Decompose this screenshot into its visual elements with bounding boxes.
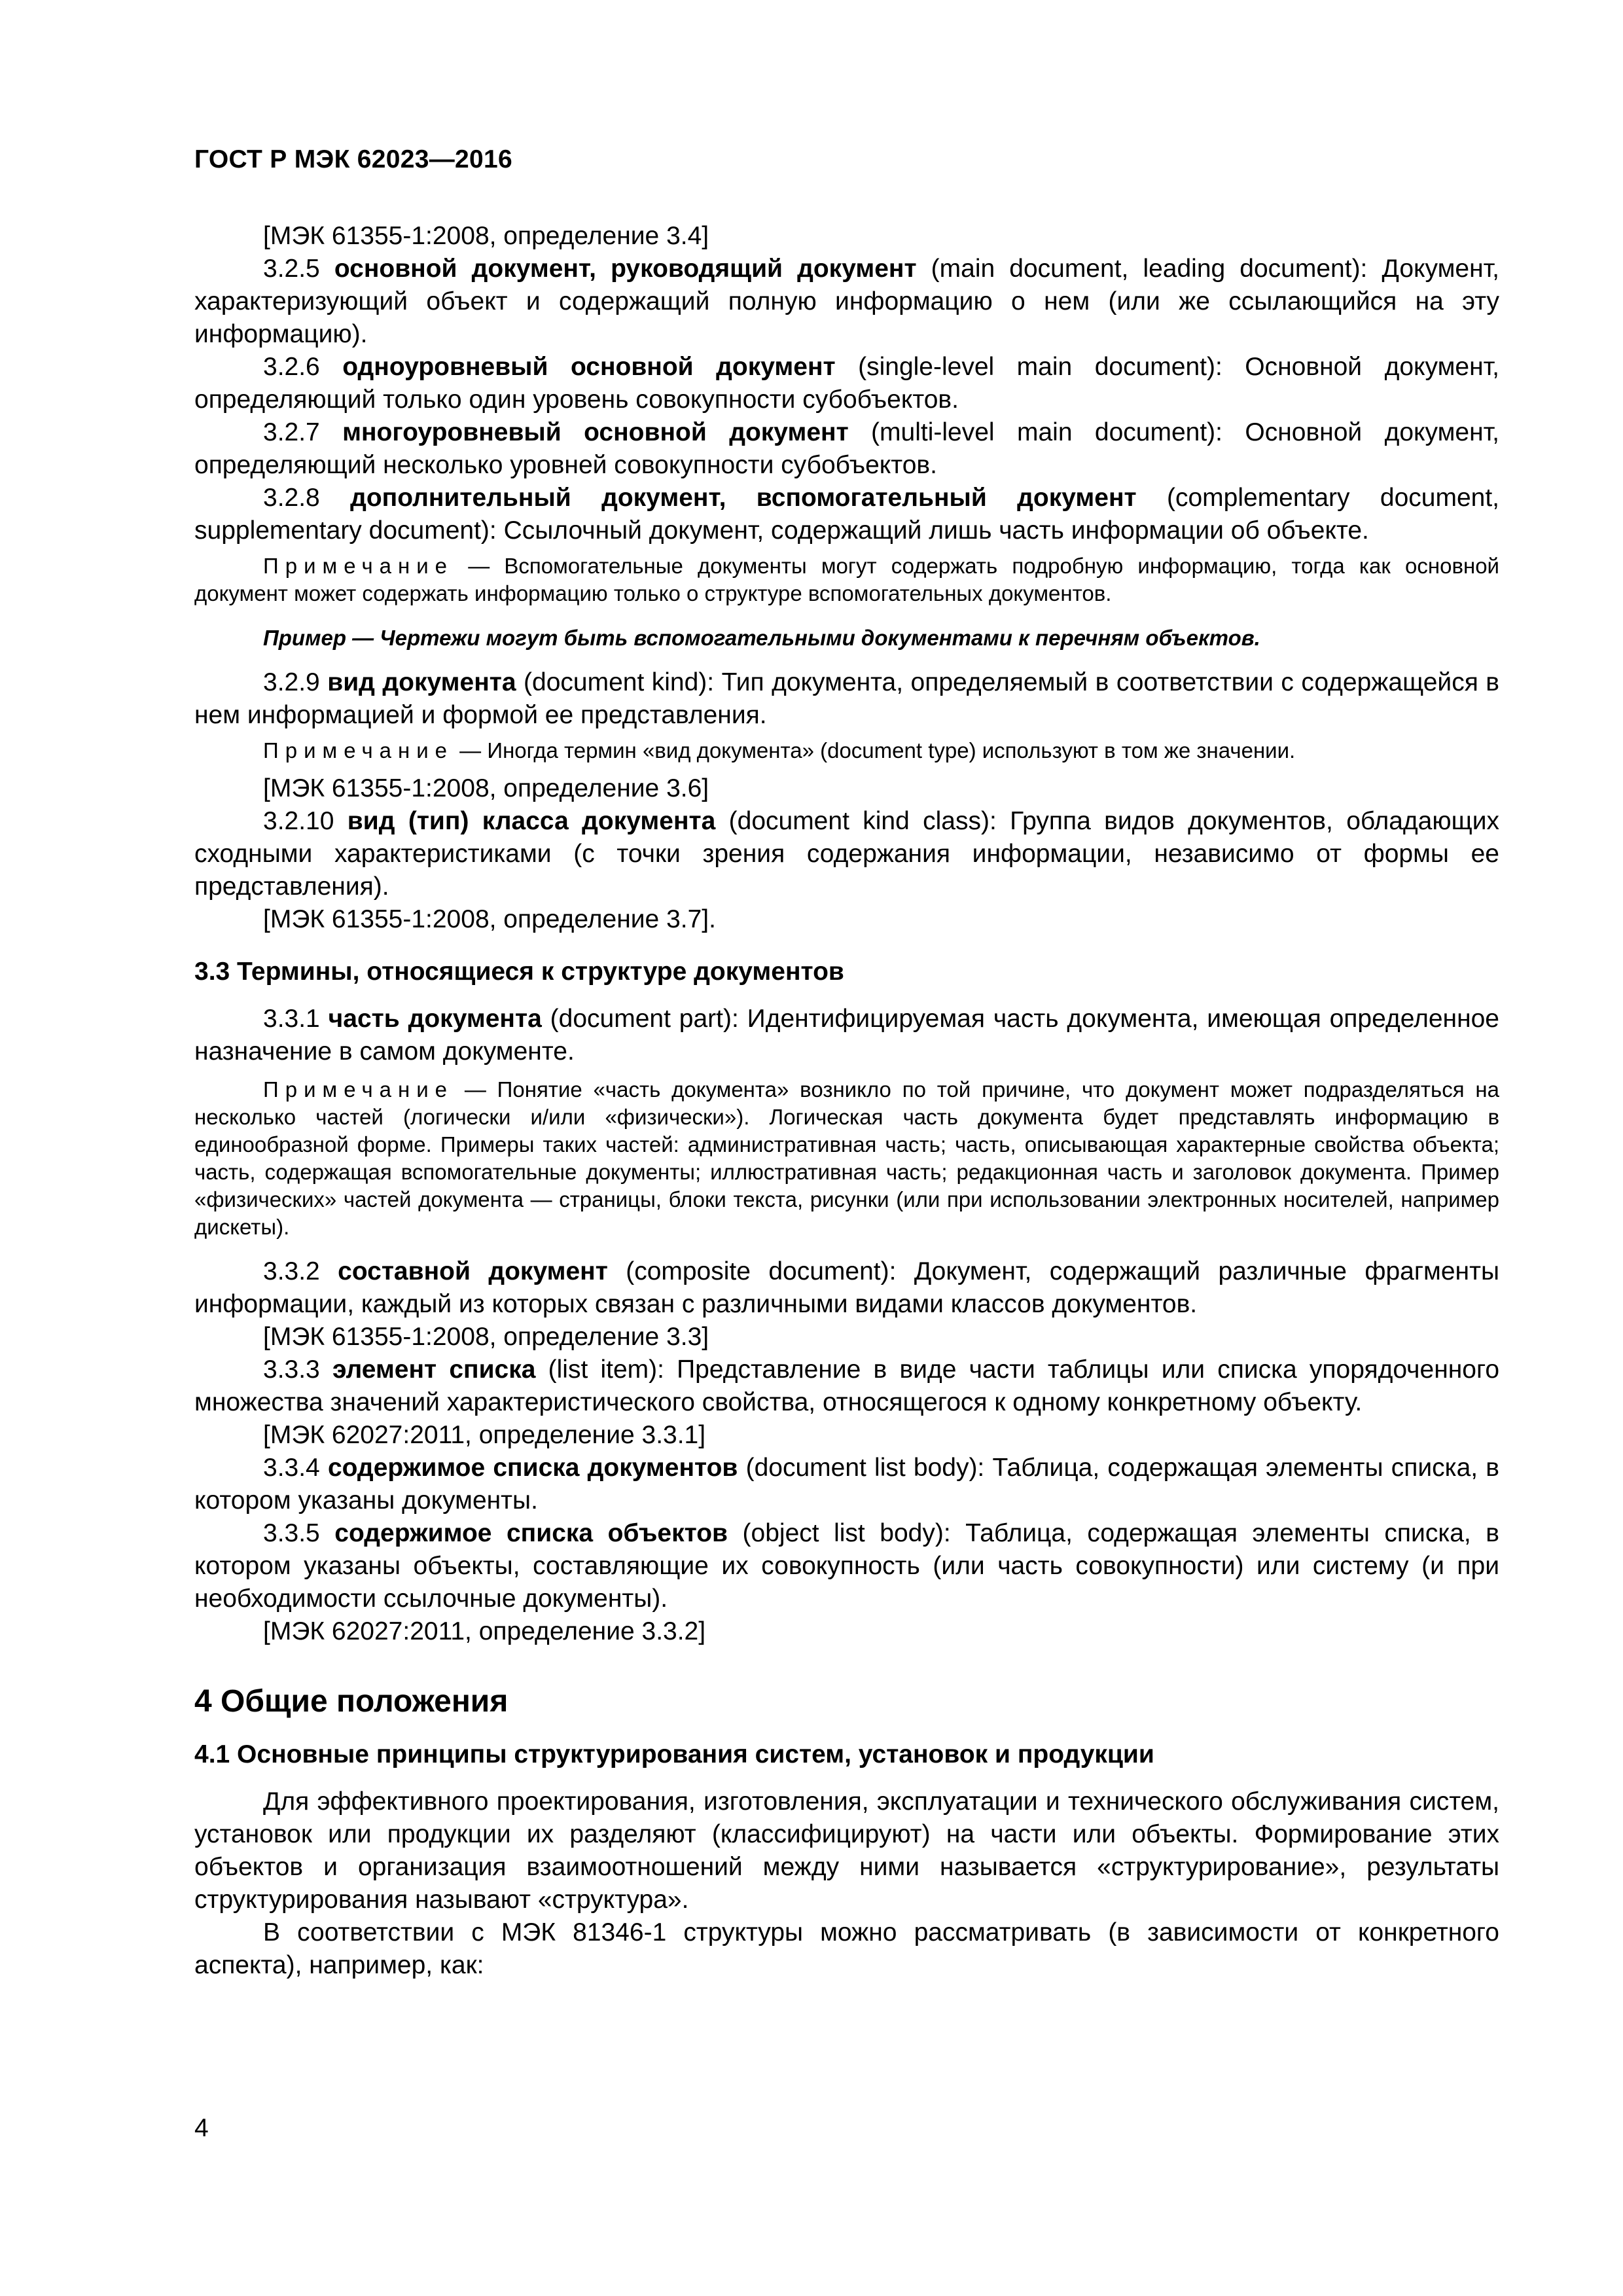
section-heading: 3.3 Термины, относящиеся к структуре документов (194, 958, 844, 986)
section-heading: 4.1 Основные принципы структурирования систем, установок и продукции (194, 1740, 1154, 1768)
term-definition: 3.2.10 вид (тип) класса документа (document kind class): Группа видов документов, обладающих сходными характеристиками (с точки зрения содержания информации, независимо от формы ее представления). (194, 807, 1499, 901)
reference-line: [МЭК 61355-1:2008, определение 3.6] (263, 774, 709, 802)
term: одноуровневый основной документ (342, 353, 836, 381)
example: Пример — Чертежи могут быть вспомогательными документами к перечням объектов. (263, 626, 1260, 650)
term: составной документ (338, 1257, 608, 1285)
term: основной документ, руководящий документ (334, 255, 917, 283)
reference-line: [МЭК 61355-1:2008, определение 3.7]. (263, 905, 716, 933)
reference-line: [МЭК 61355-1:2008, определение 3.4] (263, 222, 709, 250)
term-definition: 3.3.5 содержимое списка объектов (object list body): Таблица, содержащая элементы списка, в котором указаны объекты, составляющие их совокупность (или часть совокупности) или систему (и при необходимости ссылочные документы). (194, 1519, 1499, 1613)
term: вид документа (327, 668, 516, 696)
reference-line: [МЭК 61355-1:2008, определение 3.3] (263, 1323, 709, 1351)
term-definition: 3.2.7 многоуровневый основной документ (multi-level main document): Основной документ, определяющий несколько уровней совокупности субобъектов. (194, 418, 1499, 479)
term-definition: 3.2.8 дополнительный документ, вспомогательный документ (complementary document, supplementary document): Ссылочный документ, содержащий лишь часть информации об объекте. (194, 484, 1499, 545)
body-paragraph: В соответствии с МЭК 81346-1 структуры можно рассматривать (в зависимости от конкретного аспекта), например, как: (194, 1918, 1499, 1979)
term: многоуровневый основной документ (342, 418, 849, 446)
document-body (194, 220, 1499, 1982)
note-label: Примечание (263, 738, 454, 762)
term-definition: 3.3.2 составной документ (composite document): Документ, содержащий различные фрагменты информации, каждый из которых связан с различными видами классов документов. (194, 1257, 1499, 1318)
reference-line: [МЭК 62027:2011, определение 3.3.1] (263, 1421, 706, 1449)
note: Примечание — Понятие «часть документа» возникло по той причине, что документ может подразделяться на несколько частей (логически и/или «физически»). Логическая часть документа будет представлять информацию в единообразной форме. Примеры таких частей: административная часть; часть, описывающая характерные свойства объекта; часть, содержащая вспомогательные документы; иллюстративная часть; редакционная часть и заголовок документа. Пример «физических» частей документа — страницы, блоки текста, рисунки (или при использовании электронных носителей, например дискеты). (194, 1077, 1499, 1239)
note: Примечание — Иногда термин «вид документа» (document type) используют в том же значении. (263, 738, 1296, 762)
term-definition: 3.2.6 одноуровневый основной документ (single-level main document): Основной документ, определяющий только один уровень совокупности субобъектов. (194, 353, 1500, 414)
term: часть документа (328, 1005, 542, 1033)
chapter-heading: 4 Общие положения (194, 1684, 508, 1719)
term-definition: 3.3.3 элемент списка (list item): Представление в виде части таблицы или списка упорядоченного множества значений характеристического свойства, относящегося к одному конкретному объекту. (194, 1355, 1500, 1416)
term: содержимое списка документов (327, 1454, 738, 1482)
note-label: Примечание (263, 554, 454, 578)
body-paragraph: Для эффективного проектирования, изготовления, эксплуатации и технического обслуживания систем, установок или продукции их разделяют (классифицируют) на части или объекты. Формирование этих объектов и организация взаимоотношений между ними называется «структурирование», результаты структурирования называют «структура». (194, 1787, 1499, 1914)
note-label: Примечание (263, 1077, 454, 1102)
page-number: 4 (194, 2114, 209, 2142)
term: элемент списка (332, 1355, 536, 1384)
term-definition: 3.3.1 часть документа (document part): Идентифицируемая часть документа, имеющая определенное назначение в самом документе. (194, 1005, 1499, 1066)
term-definition: 3.3.4 содержимое списка документов (document list body): Таблица, содержащая элементы списка, в котором указаны документы. (194, 1454, 1500, 1515)
reference-line: [МЭК 62027:2011, определение 3.3.2] (263, 1617, 706, 1645)
term: вид (тип) класса документа (347, 807, 716, 835)
term-definition: 3.2.9 вид документа (document kind): Тип документа, определяемый в соответствии с содержащейся в нем информацией и формой ее представления. (194, 668, 1500, 729)
note: Примечание — Вспомогательные документы могут содержать подробную информацию, тогда как основной документ может содержать информацию только о структуре вспомогательных документов. (194, 554, 1499, 605)
term: дополнительный документ, вспомогательный документ (350, 484, 1137, 512)
document-header: ГОСТ Р МЭК 62023—2016 (194, 145, 513, 173)
term: содержимое списка объектов (334, 1519, 728, 1547)
term-definition: 3.2.5 основной документ, руководящий документ (main document, leading document): Документ, характеризующий объект и содержащий полную информацию о нем (или же ссылающийся на эту информацию). (194, 255, 1499, 348)
